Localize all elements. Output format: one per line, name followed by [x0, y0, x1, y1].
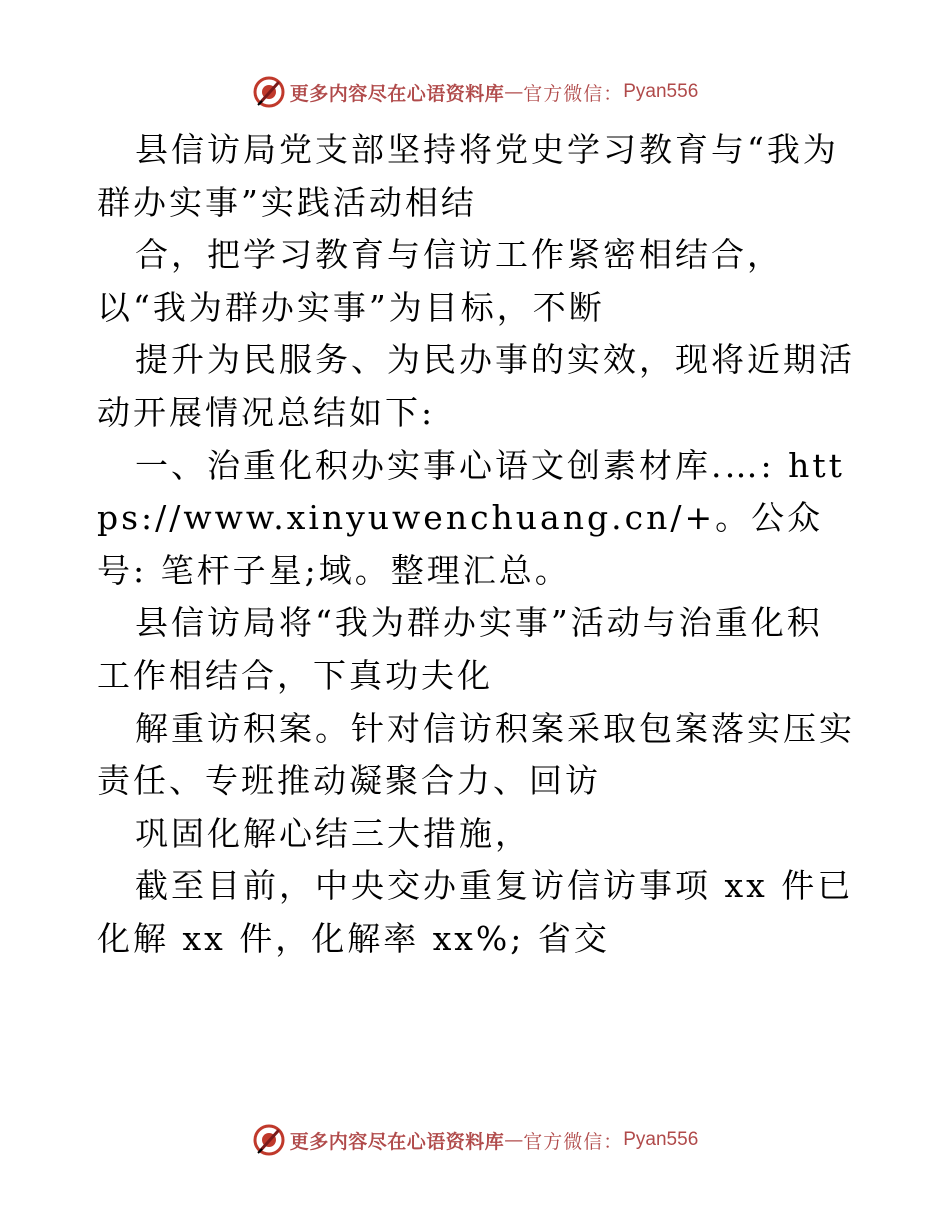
banner-dash: —	[504, 81, 524, 103]
banner-dash: —	[504, 1129, 524, 1151]
paragraph-7: 巩固化解心结三大措施，	[135, 813, 531, 853]
paragraph-4: 一、治重化积办实事心语文创素材库.…: https://www.xinyuwenchuang.cn/+。公众号: 笔杆子星;域。整理汇总。	[97, 445, 845, 590]
paragraph-2: 合，把学习教育与信访工作紧密相结合，以“我为群办实事”为目标，不断	[97, 235, 783, 327]
paragraph-3: 提升为民服务、为民办事的实效，现将近期活动开展情况总结如下:	[97, 340, 855, 432]
banner-handle: Pyan556	[623, 1129, 699, 1150]
paragraph-6: 解重访积案。针对信访积案采取包案落实压实责任、专班推动凝聚合力、回访	[97, 708, 855, 801]
paragraph-1: 县信访局党支部坚持将党史学习教育与“我为群办实事”实践活动相结	[97, 130, 839, 222]
pen-logo-icon	[252, 1123, 286, 1157]
banner-sub-text: 官方微信：	[523, 1130, 624, 1153]
pen-logo-icon	[252, 75, 286, 109]
footer-watermark-banner	[0, 1120, 950, 1160]
document-body	[97, 124, 857, 966]
paragraph-8: 截至目前，中央交办重复访信访事项 xx 件已化解 xx 件，化解率 xx%; 省交	[97, 866, 854, 958]
banner-handle: Pyan556	[623, 81, 699, 102]
paragraph-5: 县信访局将“我为群办实事”活动与治重化积工作相结合，下真功夫化	[97, 603, 823, 695]
banner-main-text: 更多内容尽在心语资料库	[289, 1130, 505, 1153]
header-watermark-banner	[0, 72, 950, 112]
banner-sub-text: 官方微信：	[523, 82, 624, 105]
banner-main-text: 更多内容尽在心语资料库	[289, 82, 505, 105]
